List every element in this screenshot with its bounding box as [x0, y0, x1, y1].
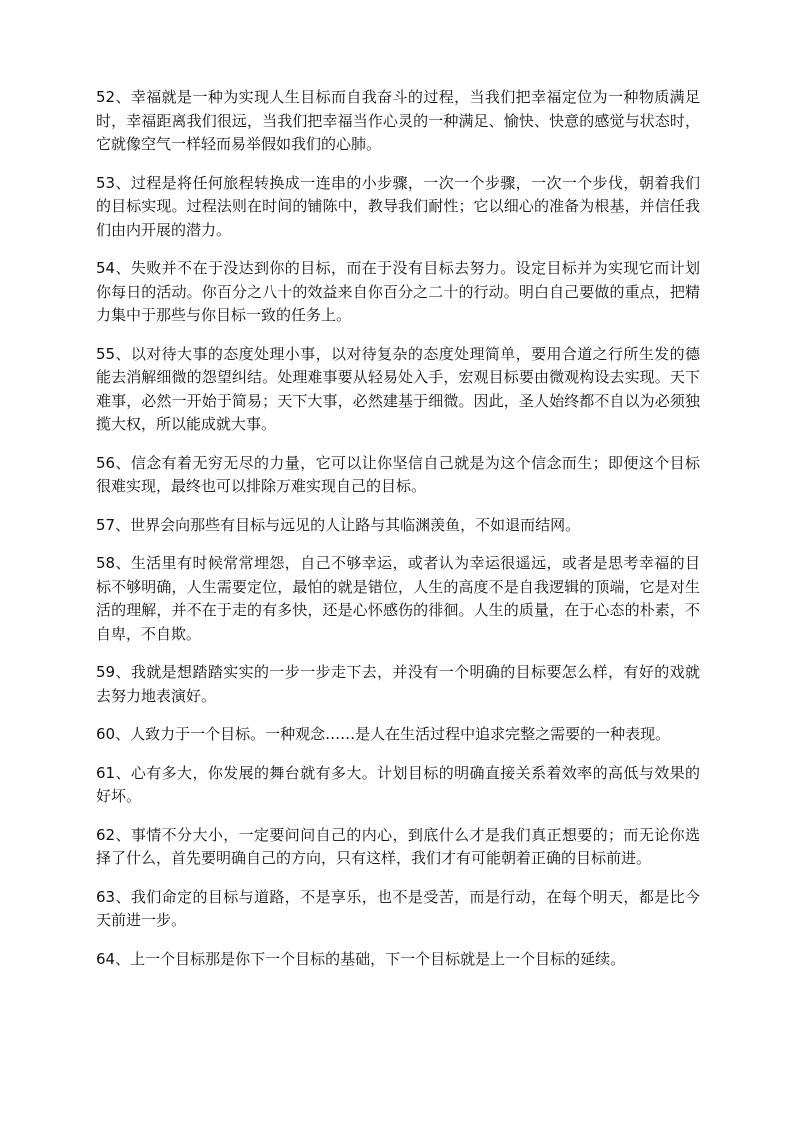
paragraph-57: 57、世界会向那些有目标与远见的人让路与其临渊羡鱼，不如退而结网。	[96, 515, 581, 534]
paragraph-63: 63、我们命定的目标与道路，不是享乐，也不是受苦，而是行动，在每个明天，都是比今天前进一步。	[96, 887, 700, 929]
paragraph-52: 52、幸福就是一种为实现人生目标而自我奋斗的过程，当我们把幸福定位为一种物质满足时，幸福距离我们很远，当我们把幸福当作心灵的一种满足、愉快、快意的感觉与状态时，它就像空气一样轻而易举假如我们的心肺。	[96, 88, 700, 153]
paragraph-61: 61、心有多大，你发展的舞台就有多大。计划目标的明确直接关系着效率的高低与效果的好坏。	[96, 763, 700, 805]
paragraph-53: 53、过程是将任何旅程转换成一连串的小步骤，一次一个步骤，一次一个步伐，朝着我们的目标实现。过程法则在时间的铺陈中，教导我们耐性；它以细心的准备为根基，并信任我们由内开展的潜力。	[96, 173, 700, 239]
paragraph-62: 62、事情不分大小，一定要问问自己的内心，到底什么才是我们真正想要的；而无论你选择了什么，首先要明确自己的方向，只有这样，我们才有可能朝着正确的目标前进。	[96, 825, 700, 867]
paragraph-55: 55、以对待大事的态度处理小事，以对待复杂的态度处理简单，要用合道之行所生发的德能去消解细微的怨望纠结。处理难事要从轻易处入手，宏观目标要由微观构设去实现。天下难事，必然一开始于简易；天下大事，必然建基于细微。因此，圣人始终都不自以为必须独揽大权，所以能成就大事。	[96, 344, 700, 433]
paragraph-60: 60、人致力于一个目标。一种观念……是人在生活过程中追求完整之需要的一种表现。	[96, 725, 671, 743]
paragraph-64: 64、上一个目标那是你下一个目标的基础，下一个目标就是上一个目标的延续。	[96, 949, 626, 968]
paragraph-59: 59、我就是想踏踏实实的一步一步走下去，并没有一个明确的目标要怎么样，有好的戏就去努力地表演好。	[96, 663, 700, 705]
paragraph-56: 56、信念有着无穷无尽的力量，它可以让你坚信自己就是为这个信念而生；即便这个目标很难实现，最终也可以排除万难实现自己的目标。	[96, 453, 700, 495]
paragraph-54: 54、失败并不在于没达到你的目标，而在于没有目标去努力。设定目标并为实现它而计划你每日的活动。你百分之八十的效益来自你百分之二十的行动。明白自己要做的重点，把精力集中于那些与你目标一致的任务上。	[96, 259, 700, 324]
paragraph-58: 58、生活里有时候常常埋怨，自己不够幸运，或者认为幸运很遥远，或者是思考幸福的目标不够明确，人生需要定位，最怕的就是错位，人生的高度不是自我逻辑的顶端，它是对生活的理解，并不在于走的有多快，还是心怀感伤的徘徊。人生的质量，在于心态的朴素，不自卑，不自欺。	[96, 554, 700, 643]
document-body	[96, 86, 700, 986]
